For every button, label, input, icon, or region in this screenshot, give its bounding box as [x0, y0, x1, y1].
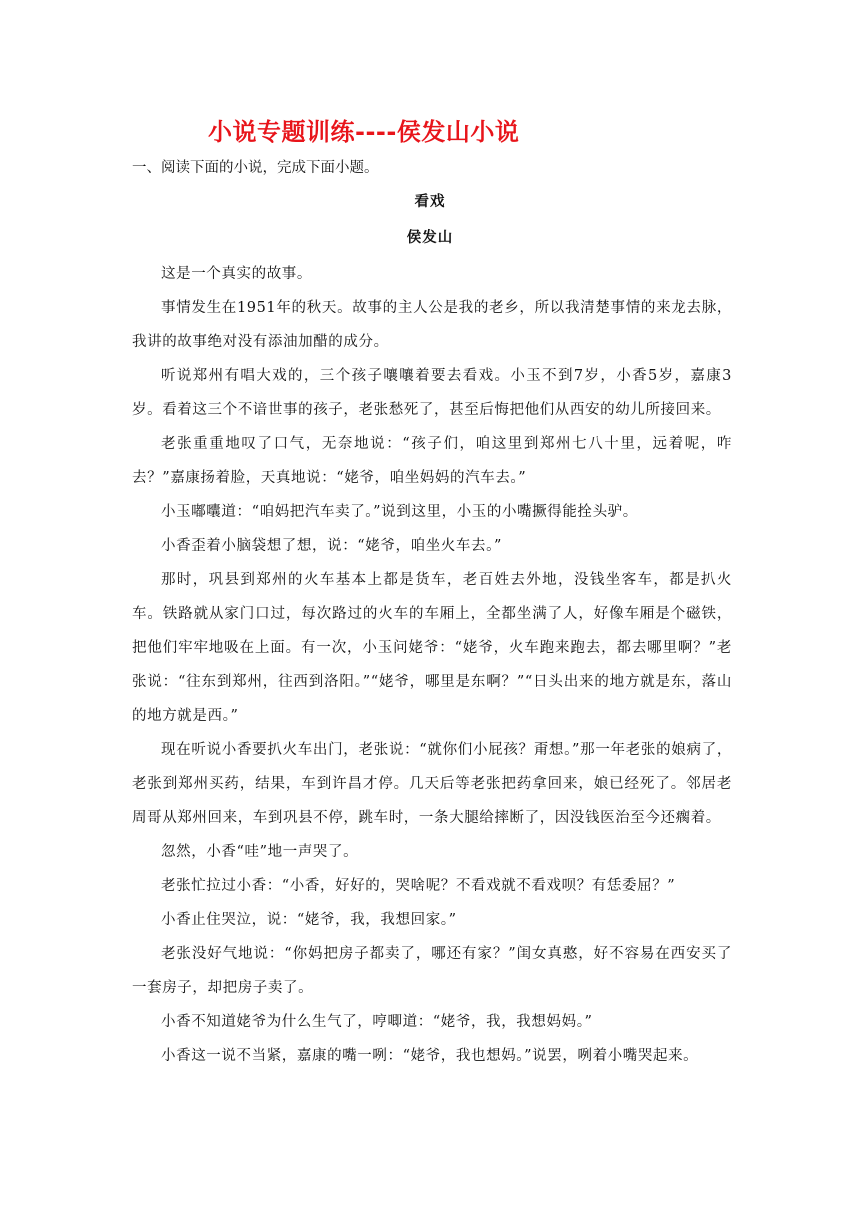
story-paragraph: 忽然，小香“哇”地一声哭了。: [161, 844, 359, 860]
story-paragraph: 老张忙拉过小香：“小香，好好的，哭啥呢？不看戏就不看戏呗？有恁委屈？”: [161, 878, 676, 894]
story-paragraph: 现在听说小香要扒火车出门，老张说：“就你们小屁孩？甭想。”那一年老张的娘病了，老张到郑州买药，结果，车到许昌才停。几天后等老张把药拿回来，娘已经死了。邻居老周哥从郑州回来，车到巩县不停，跳车时，一条大腿给摔断了，因没钱医治至今还瘸着。: [132, 742, 732, 826]
story-paragraph: 那时，巩县到郑州的火车基本上都是货车，老百姓去外地，没钱坐客车，都是扒火车。铁路就从家门口过，每次路过的火车的车厢上，全都坐满了人，好像车厢是个磁铁，把他们牢牢地吸在上面。有一次，小玉问姥爷：“姥爷，火车跑来跑去，都去哪里啊？”老张说：“往东到郑州，往西到洛阳。”“姥爷，哪里是东啊？”“日头出来的地方就是东，落山的地方就是西。”: [132, 572, 732, 724]
document-title: 小说专题训练----侯发山小说: [208, 118, 520, 146]
story-paragraph: 小香止住哭泣，说：“姥爷，我，我想回家。”: [161, 912, 457, 928]
story-paragraph: 事情发生在1951年的秋天。故事的主人公是我的老乡，所以我清楚事情的来龙去脉，我讲的故事绝对没有添油加醋的成分。: [132, 300, 732, 350]
story-paragraph: 老张重重地叹了口气，无奈地说：“孩子们，咱这里到郑州七八十里，远着呢，咋去？”嘉康扬着脸，天真地说：“姥爷，咱坐妈妈的汽车去。”: [132, 436, 732, 486]
question-instruction: 一、阅读下面的小说，完成下面小题。: [132, 160, 379, 176]
story-paragraph: 听说郑州有唱大戏的，三个孩子嚷嚷着要去看戏。小玉不到7岁，小香5岁，嘉康3岁。看着这三个不谙世事的孩子，老张愁死了，甚至后悔把他们从西安的幼儿所接回来。: [132, 368, 732, 418]
story-body: [132, 257, 732, 1073]
story-paragraph: 老张没好气地说：“你妈把房子都卖了，哪还有家？”闺女真憨，好不容易在西安买了一套房子，却把房子卖了。: [132, 946, 732, 996]
story-paragraph: 小香歪着小脑袋想了想，说：“姥爷，咱坐火车去。”: [161, 538, 502, 554]
story-paragraph: 小香不知道姥爷为什么生气了，哼唧道：“姥爷，我，我想妈妈。”: [161, 1014, 593, 1030]
story-paragraph: 小香这一说不当紧，嘉康的嘴一咧：“姥爷，我也想妈。”说罢，咧着小嘴哭起来。: [161, 1048, 699, 1064]
story-author: 侯发山: [406, 229, 454, 246]
story-title: 看戏: [414, 193, 446, 210]
story-paragraph: 小玉嘟囔道：“咱妈把汽车卖了。”说到这里，小玉的小嘴撅得能拴头驴。: [161, 504, 638, 520]
story-paragraph: 这是一个真实的故事。: [161, 266, 312, 282]
